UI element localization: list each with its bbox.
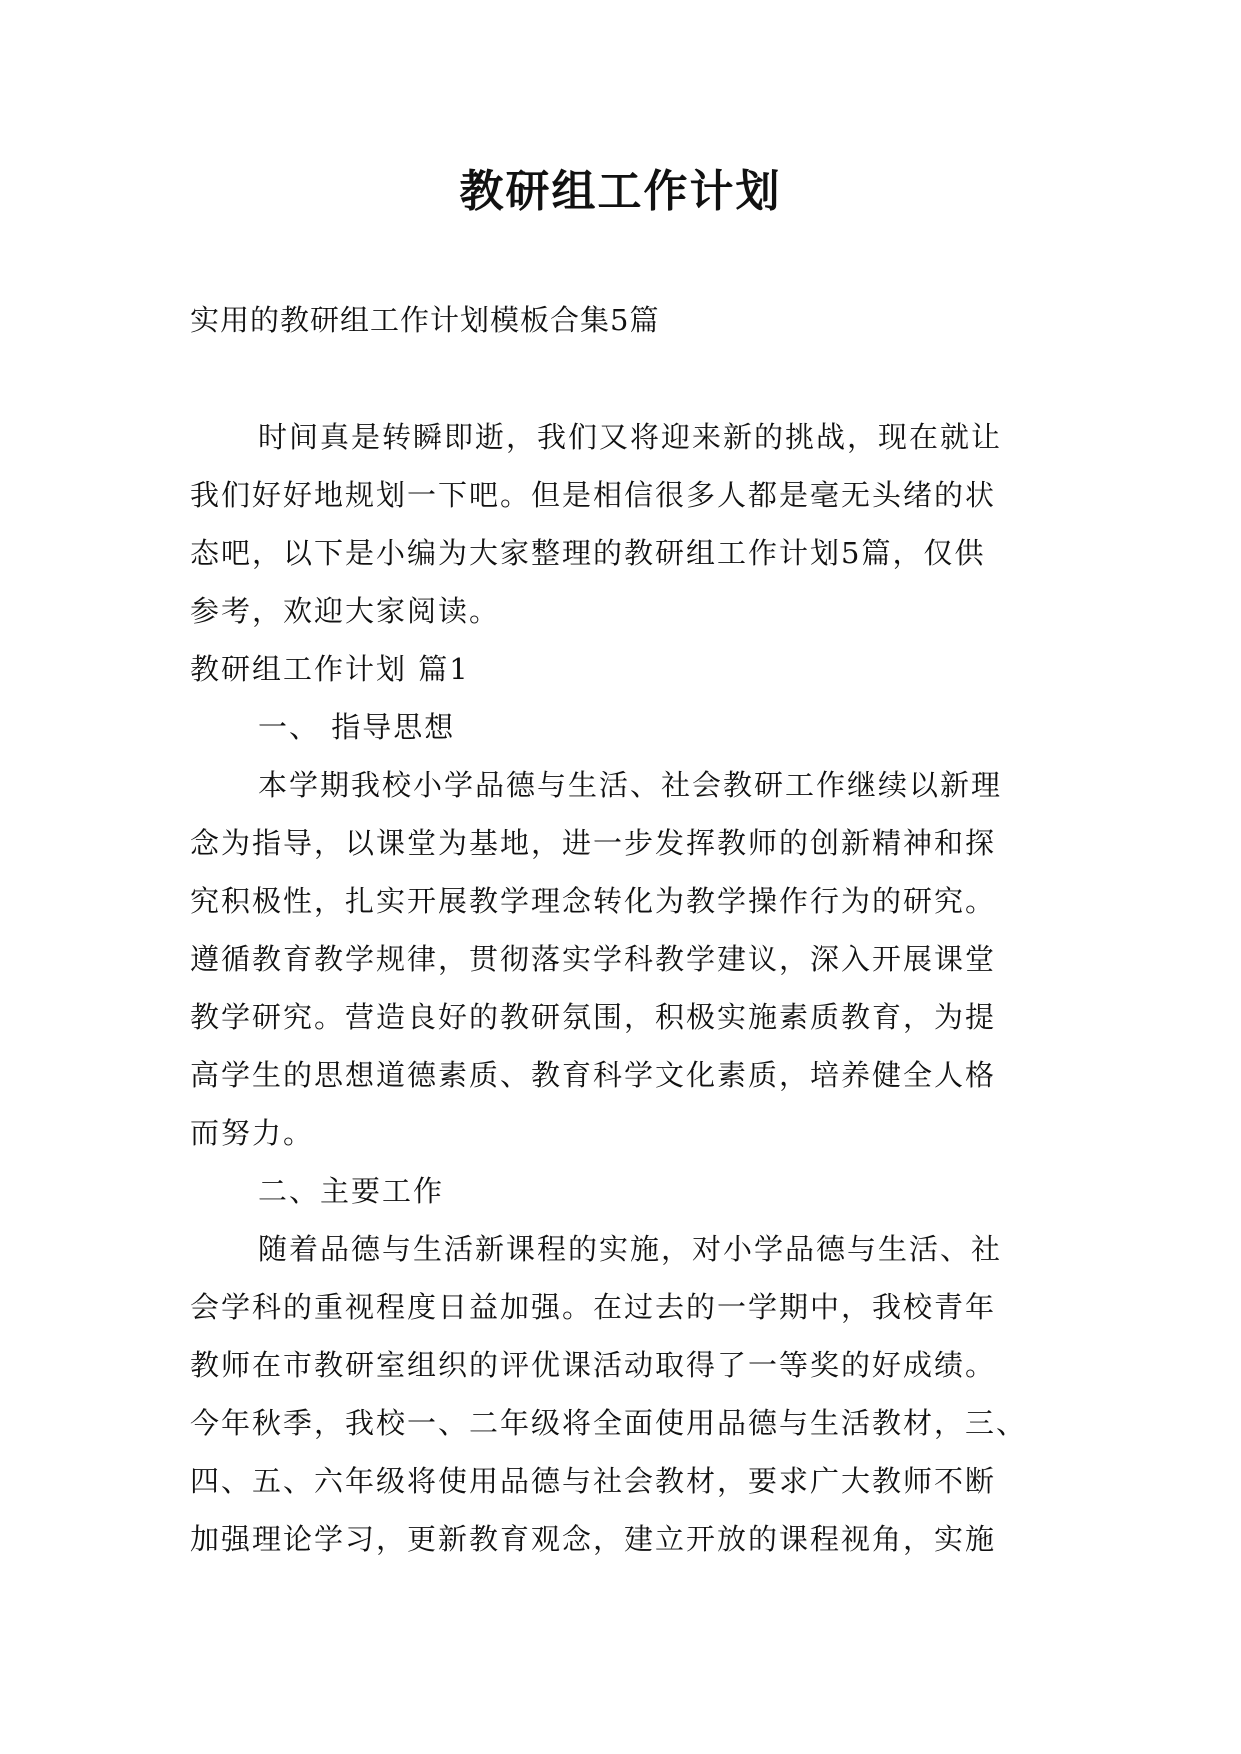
paragraph-line: 四、五、六年级将使用品德与社会教材，要求广大教师不断 bbox=[190, 1464, 997, 1498]
paragraph-line: 本学期我校小学品德与生活、社会教研工作继续以新理 bbox=[258, 768, 1003, 802]
paragraph-line: 究积极性，扎实开展教学理念转化为教学操作行为的研究。 bbox=[190, 884, 997, 918]
document-subtitle: 实用的教研组工作计划模板合集5篇 bbox=[190, 303, 660, 337]
subsection-heading: 一、 指导思想 bbox=[258, 710, 456, 744]
paragraph-line: 会学科的重视程度日益加强。在过去的一学期中，我校青年 bbox=[190, 1290, 997, 1324]
section-heading: 教研组工作计划 篇1 bbox=[190, 652, 470, 686]
paragraph-line: 遵循教育教学规律，贯彻落实学科教学建议，深入开展课堂 bbox=[190, 942, 997, 976]
paragraph-line: 随着品德与生活新课程的实施，对小学品德与生活、社 bbox=[258, 1232, 1003, 1266]
paragraph-line: 教学研究。营造良好的教研氛围，积极实施素质教育，为提 bbox=[190, 1000, 997, 1034]
paragraph-line: 高学生的思想道德素质、教育科学文化素质，培养健全人格 bbox=[190, 1058, 997, 1092]
paragraph-line: 念为指导，以课堂为基地，进一步发挥教师的创新精神和探 bbox=[190, 826, 997, 860]
subsection-heading: 二、主要工作 bbox=[258, 1174, 445, 1208]
paragraph-line: 而努力。 bbox=[190, 1116, 315, 1150]
paragraph-line: 教师在市教研室组织的评优课活动取得了一等奖的好成绩。 bbox=[190, 1348, 997, 1382]
paragraph-line: 今年秋季，我校一、二年级将全面使用品德与生活教材，三、 bbox=[190, 1406, 1028, 1440]
paragraph-line: 时间真是转瞬即逝，我们又将迎来新的挑战，现在就让 bbox=[258, 420, 1003, 454]
paragraph-line: 我们好好地规划一下吧。但是相信很多人都是毫无头绪的状 bbox=[190, 478, 997, 512]
paragraph-line: 态吧，以下是小编为大家整理的教研组工作计划5篇，仅供 bbox=[190, 536, 986, 570]
document-title: 教研组工作计划 bbox=[459, 166, 782, 217]
paragraph-line: 参考，欢迎大家阅读。 bbox=[190, 594, 501, 628]
paragraph-line: 加强理论学习，更新教育观念，建立开放的课程视角，实施 bbox=[190, 1522, 997, 1556]
